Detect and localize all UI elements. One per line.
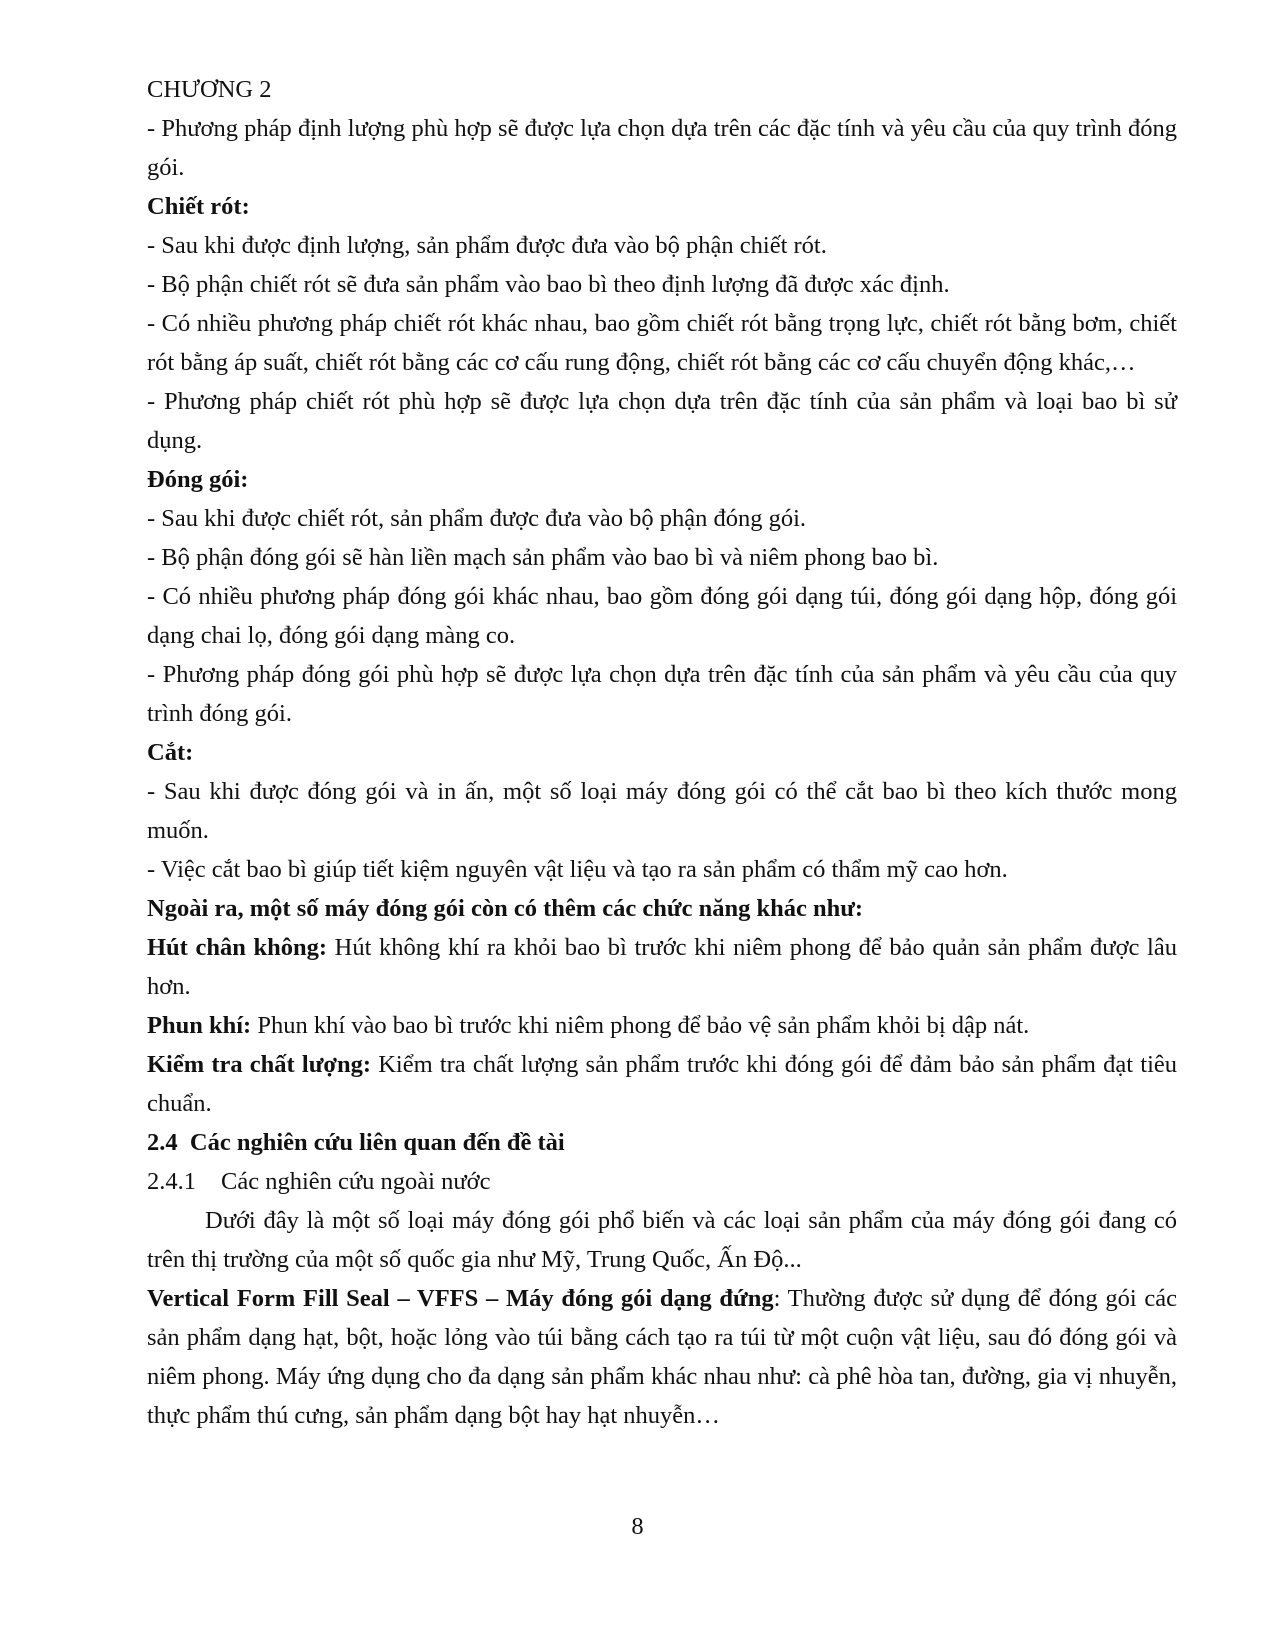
subsection-number: 2.4.1: [147, 1168, 196, 1195]
term-label: Hút chân không:: [147, 934, 328, 961]
term-text: : Thường được sử dụng để đóng gói các sản phẩm dạng hạt, bột, hoặc lỏng vào túi bằng cách tạo ra túi từ một cuộn vật liệu, sau đó đóng gói và niêm phong. Máy ứng dụng cho đa dạng sản phẩm khác nhau như: cà phê hòa tan, đường, gia vị nhuyễn, thực phẩm thú cưng, sản phẩm dạng bột hay hạt nhuyễn…: [147, 1285, 1178, 1429]
paragraph: - Bộ phận chiết rót sẽ đưa sản phẩm vào bao bì theo định lượng đã được xác định.: [147, 271, 950, 298]
heading-dong-goi: Đóng gói:: [147, 466, 249, 493]
paragraph: - Phương pháp đóng gói phù hợp sẽ được lựa chọn dựa trên đặc tính của sản phẩm và yêu cầu của quy trình đóng gói.: [147, 661, 1177, 727]
term-label: Kiểm tra chất lượng:: [147, 1051, 372, 1078]
page-content: [147, 70, 1177, 1435]
paragraph-hut-chan-khong: [147, 928, 1177, 1006]
paragraph: - Bộ phận đóng gói sẽ hàn liền mạch sản phẩm vào bao bì và niêm phong bao bì.: [147, 544, 939, 571]
paragraph-phun-khi: [147, 1006, 1177, 1045]
paragraph: - Phương pháp chiết rót phù hợp sẽ được lựa chọn dựa trên đặc tính của sản phẩm và loại bao bì sử dụng.: [147, 388, 1177, 454]
paragraph: Dưới đây là một số loại máy đóng gói phổ biến và các loại sản phẩm của máy đóng gói đang có trên thị trường của một số quốc gia như Mỹ, Trung Quốc, Ấn Độ...: [147, 1207, 1177, 1273]
paragraph: - Sau khi được đóng gói và in ấn, một số loại máy đóng gói có thể cắt bao bì theo kích thước mong muốn.: [147, 778, 1177, 844]
page-number: 8: [631, 1513, 644, 1540]
heading-cat: Cắt:: [147, 739, 194, 766]
subsection-heading: [147, 1162, 1177, 1201]
paragraph: - Có nhiều phương pháp chiết rót khác nhau, bao gồm chiết rót bằng trọng lực, chiết rót bằng bơm, chiết rót bằng áp suất, chiết rót bằng các cơ cấu rung động, chiết rót bằng các cơ cấu chuyển động khác,…: [147, 310, 1177, 376]
term-text: Kiểm tra chất lượng sản phẩm trước khi đóng gói để đảm bảo sản phẩm đạt tiêu chuẩn.: [147, 1051, 1177, 1117]
subsection-title: Các nghiên cứu ngoài nước: [221, 1168, 491, 1195]
paragraph: - Sau khi được định lượng, sản phẩm được đưa vào bộ phận chiết rót.: [147, 232, 827, 259]
heading-chiet-rot: Chiết rót:: [147, 193, 250, 220]
term-label: Phun khí:: [147, 1012, 252, 1039]
chapter-header: CHƯƠNG 2: [147, 76, 272, 103]
paragraph: - Phương pháp định lượng phù hợp sẽ được lựa chọn dựa trên các đặc tính và yêu cầu của quy trình đóng gói.: [147, 115, 1177, 181]
paragraph-vffs: [147, 1279, 1177, 1435]
heading-ngoai-ra: Ngoài ra, một số máy đóng gói còn có thêm các chức năng khác như:: [147, 895, 864, 922]
paragraph-kiem-tra: [147, 1045, 1177, 1123]
term-label: Vertical Form Fill Seal – VFFS – Máy đóng gói dạng đứng: [147, 1285, 774, 1312]
paragraph: - Sau khi được chiết rót, sản phẩm được đưa vào bộ phận đóng gói.: [147, 505, 807, 532]
term-text: Phun khí vào bao bì trước khi niêm phong để bảo vệ sản phẩm khỏi bị dập nát.: [251, 1012, 1030, 1039]
paragraph: - Có nhiều phương pháp đóng gói khác nhau, bao gồm đóng gói dạng túi, đóng gói dạng hộp, đóng gói dạng chai lọ, đóng gói dạng màng co.: [147, 583, 1177, 649]
section-heading: 2.4 Các nghiên cứu liên quan đến đề tài: [147, 1129, 565, 1156]
term-text: Hút không khí ra khỏi bao bì trước khi niêm phong để bảo quản sản phẩm được lâu hơn.: [147, 934, 1177, 1000]
paragraph: - Việc cắt bao bì giúp tiết kiệm nguyên vật liệu và tạo ra sản phẩm có thẩm mỹ cao hơn.: [147, 856, 1008, 883]
